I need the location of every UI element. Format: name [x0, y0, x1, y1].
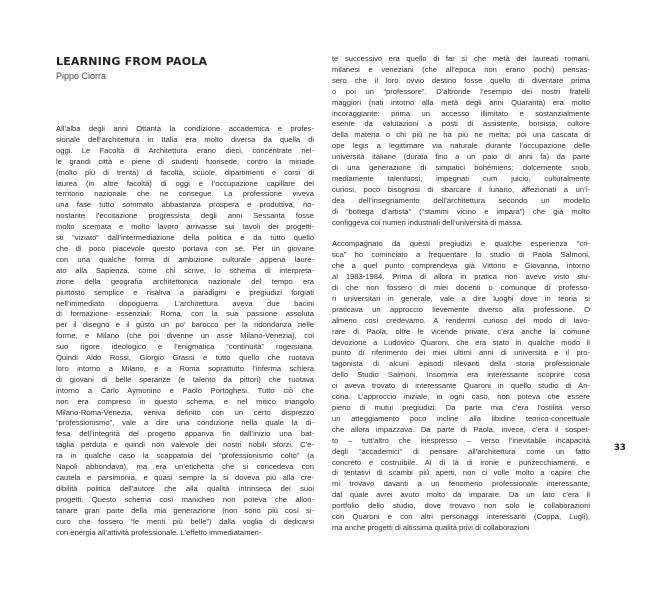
text-line: intorno a Carlo Aymonino e Paolo Portoghesi. Tutto ciò che — [56, 385, 314, 395]
paragraph — [56, 124, 314, 538]
text-line: suo rigore ideologico e l’enigmatica “continuità” rogersiana. — [56, 342, 314, 352]
text-line: laurea (in altre facoltà) di oggi e l’occupazione capillare del — [56, 178, 314, 188]
text-line: dal quale avrei avuto molto da imparare. Da un lato c’era il — [332, 490, 590, 500]
text-line: dibilità politica dell’autore che alla qualità intrinseca dei suoi — [56, 483, 314, 493]
text-line: di che non fossero di miei docenti o comunque di professo- — [332, 283, 590, 293]
text-line: maggiori (nati intorno alla metà degli anni Quaranta) era molto — [332, 97, 590, 107]
text-line: oggi. Le Facoltà di Architettura erano dieci, concentrate nel- — [56, 145, 314, 155]
text-line: ra in qualche caso la scappatoia del “professionismo colto” (a — [56, 451, 314, 461]
text-line: un atteggiamento poco incline alla libidine teorico-concettuale — [332, 413, 590, 423]
text-line: devozione a Ludovico Quaroni, che era stato in qualche modo il — [332, 337, 590, 347]
text-line: le grandi città e piene di studenti fuorisede, contro la miriade — [56, 156, 314, 166]
text-column-right — [332, 54, 590, 534]
paragraph — [332, 54, 590, 229]
text-line: ri universitari in generale, vale a dire luoghi dove in teoria si — [332, 293, 590, 303]
text-line: con Quaroni e con altri personaggi interessanti (Coppa, Lugli), — [332, 512, 590, 522]
text-line: punto di riferimento dei miei ultimi anni di università e il pro- — [332, 348, 590, 358]
text-line: degli “accademici” di pensare all’architettura come un fatto — [332, 446, 590, 456]
text-line: o poi un “professore”. D’altronde l’esempio dei nostri fratelli — [332, 86, 590, 96]
text-line: di tentativi di scambi più aperti, non ci volle molto a capire che — [332, 468, 590, 478]
paragraph — [332, 239, 590, 533]
text-line: incoraggiante: prima un accesso illimitato e sostanzialmente — [332, 108, 590, 118]
text-line: cautela e parsimonia, e quasi sempre la si doveva più alla cre- — [56, 473, 314, 482]
text-line: Milano-Roma-Venezia, veniva definito con un certo disprezzo — [56, 407, 314, 417]
text-line: di “bottega d’artista” (“stammi vicino e impara”) che già molto — [332, 206, 590, 216]
article-title: LEARNING FROM PAOLA — [56, 55, 208, 68]
text-line: loro intorno a Milano, e a Roma soprattutto l’inferma schiera — [56, 363, 314, 373]
text-line: “professionismo”, vale a dire una condizione nella quale la di- — [56, 418, 314, 428]
text-line: concreto e costruibile. Al di là di ironie e punzecchiamenti, e — [332, 457, 590, 467]
text-line: tica” ho cominciato a frequentare lo studio di Paola Salmoni, — [332, 250, 590, 260]
text-line: con una qualche forma di ambizione culturale appena laure- — [56, 254, 314, 264]
text-line: portfolio dello studio, dove trovavo non solo le collaborazioni — [332, 501, 590, 511]
text-line: di giovani di belle speranze (e talento da pittori) che ruotava — [56, 374, 314, 384]
text-line: per il disegno e il gusto un po’ barocco per la ridondanza nelle — [56, 320, 314, 330]
text-line: progetti. Questo schema così manicheo non poteva che allon- — [56, 494, 314, 504]
text-line: curo che fossero “le menti più belle”) dalla voglia di dedicarsi — [56, 516, 314, 526]
text-line: dea dell’insegnamento dell’architettura secondo un modello — [332, 195, 590, 205]
text-line: di una generazione di simpatici bohémiens: dolcemente snob, — [332, 163, 590, 173]
text-line: esente da valutazioni a posti di assistente, borsista, cultore — [332, 119, 590, 129]
text-line: tagonista di alcuni episodi rilevanti della storia professionale — [332, 359, 590, 369]
text-line: sti “viziato” dall’intermediazione della politica e da tutto quello — [56, 233, 314, 243]
page-number: 33 — [614, 443, 626, 453]
text-line: Quindi Aldo Rossi, Giorgio Grassi e tutto quello che ruotava — [56, 353, 314, 363]
text-line: non era compreso in questo schema, e nel mitico triangolo — [56, 396, 314, 406]
text-line: ma anche progetti di altissima qualità privi di collaborazioni — [332, 522, 530, 532]
text-line: almeno così credevamo. A rendermi curioso del modo di lavo- — [332, 315, 590, 325]
text-line: All’alba degli anni Ottanta la condizione accademica e profes- — [56, 124, 314, 133]
text-line: curiosi, poco bisognosi di sbarcare il lunario, affezionati a un’i- — [332, 184, 590, 194]
text-line: pieno di mutui pregiudizi. Da parte mia c’era l’ostilità verso — [332, 402, 590, 412]
text-line: sero che il loro ovvio destino fosse quello di diventare prima — [332, 75, 590, 85]
text-line: di formazione essenziali: Roma, con la sua passione assoluta — [56, 309, 314, 319]
text-line: taglia perduta e quindi non valevole dei nostri nobili sforzi. C’e- — [56, 440, 314, 450]
text-line: che a quel punto comprendeva già Vittorio e Giovanna, intorno — [332, 261, 590, 271]
text-line: della materia o chi più ne ha più ne metta; poi una cascata di — [332, 130, 590, 140]
text-line: sionale dell’architettura in Italia era molto diversa da quella di — [56, 134, 314, 144]
text-line: mi trovavo davanti a un fenomeno professionale interessante, — [332, 479, 590, 489]
text-line: con energia all’attività professionale. L’effetto immediatamen- — [56, 527, 262, 537]
text-line: forme, e Milano (che poi divenne un asse Milano-Venezia), col — [56, 331, 314, 341]
text-line: praticava un approccio lievemente diverso alla professione. O — [332, 304, 590, 314]
text-line: dello Studio Salmoni. Insomma era interessante scoprire cosa — [332, 370, 590, 380]
text-column-left — [56, 124, 314, 538]
text-line: fesa dell’integrità del progetto appariva fin dall’inizio una bat- — [56, 429, 314, 439]
text-line: Napoli abbondava), ma era un’etichetta che si concedeva con — [56, 462, 314, 472]
text-line: tanare gran parte della mia generazione (non sono più così si- — [56, 505, 314, 515]
text-line: zione della geografia architettonica nazionale del tempo era — [56, 276, 314, 286]
text-line: rare di Paola, oltre le vicende private, c’era anche la comune — [332, 326, 590, 336]
text-line: nostante l’eccitazione progressista degli anni Sessanta fosse — [56, 211, 314, 221]
text-line: nell’immediato dopoguerra. L’architettura aveva due bacini — [56, 298, 314, 308]
text-line: te successivo era quello di far sì che metà dei laureati romani, — [332, 54, 590, 63]
text-line: Accompagnato da questi pregiudizi e qualche esperienza “cri- — [332, 239, 590, 249]
text-line: molto scemata e molto lavoro arrivasse sui tavoli dei progetti- — [56, 222, 314, 232]
text-line: configgeva coi numeri industriali dell’università di massa. — [332, 217, 523, 227]
text-line: università italiane (durata fino a un paio di anni fa) da parte — [332, 152, 590, 162]
text-line: milanesi e veneziani (che all’epoca non erano pochi) pensas- — [332, 64, 590, 74]
text-line: al 1983-1984. Prima di allora in pratica non avevo visto stu- — [332, 272, 590, 282]
text-line: una fase tutto sommato abbastanza prospera e produttiva, no- — [56, 200, 314, 210]
text-line: to – tutt’altro che inespresso – verso l’inevitabile incapacità — [332, 435, 590, 445]
text-line: che di poco piacevole questo portava con sé. Per un giovane — [56, 243, 314, 253]
text-line: ci aveva trovato di interessante Quaroni in quello studio di An- — [332, 381, 590, 391]
text-line: ato alla Sapienza, come chi scrive, lo schema di interpreta- — [56, 265, 314, 275]
text-line: ope legis a legittimare via naturale durante l’occupazione delle — [332, 141, 590, 151]
text-line: che allora impazzava. Da parte di Paola, invece, c’era il sospet- — [332, 424, 590, 434]
text-line: territorio nazionale che ne consegue. La professione viveva — [56, 189, 314, 199]
text-line: mediamente talentuosi, impegnati cum juicio, culturalmente — [332, 173, 590, 183]
text-line: (molto più di trenta) di facoltà, scuole, dipartimenti e corsi di — [56, 167, 314, 177]
article-author: Pippo Ciorra — [56, 71, 107, 81]
text-line: piuttosto semplice e risaliva a paradigmi e pregiudizi forgiati — [56, 287, 314, 297]
text-line: cona. L’approccio iniziale, in ogni caso, non poteva che essere — [332, 392, 590, 402]
